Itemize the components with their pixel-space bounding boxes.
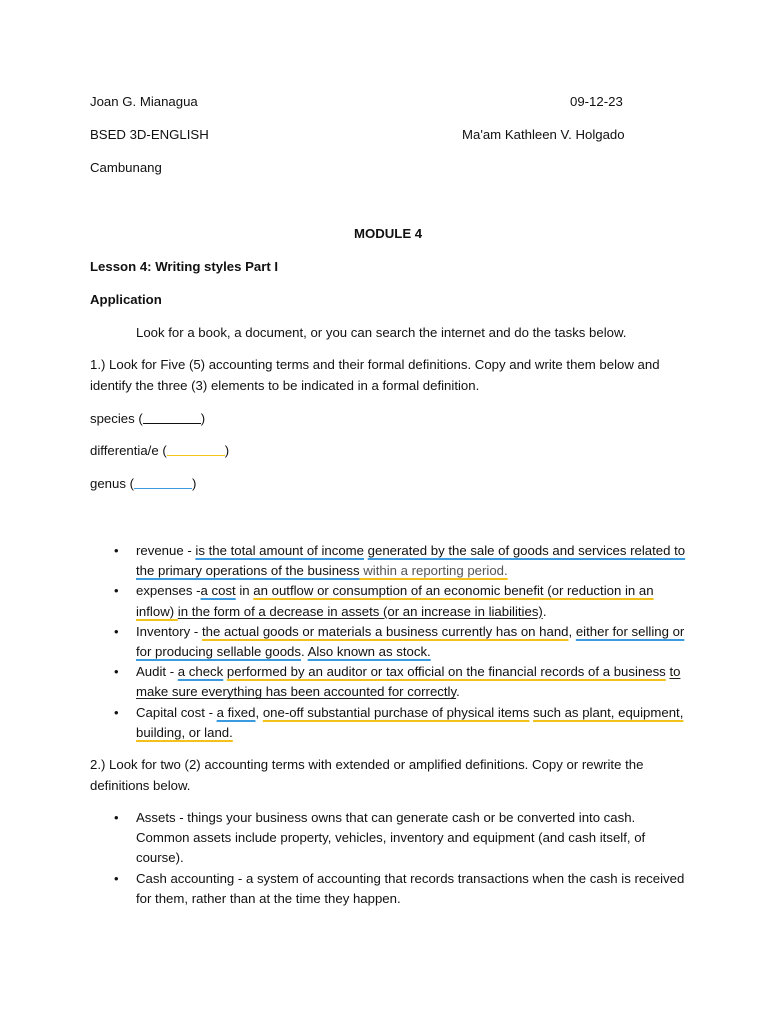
list-item: • revenue - is the total amount of income generated by the sale of goods and services related to the primary operations of the business within a reporting period. xyxy=(90,541,690,581)
instructions: Look for a book, a document, or you can search the internet and do the tasks below. xyxy=(136,325,627,340)
list-item: • Cash accounting - a system of accounting that records transactions when the cash is received for them, rather than at the time they happen. xyxy=(90,869,690,909)
list-item: • Capital cost - a fixed, one-off substantial purchase of physical items such as plant, equipment, building, or land. xyxy=(90,703,690,743)
formal-definitions-list xyxy=(90,541,690,743)
course: BSED 3D-ENGLISH xyxy=(90,127,209,142)
element-genus: genus ( ) xyxy=(90,476,197,491)
list-item: • Inventory - the actual goods or materials a business currently has on hand, either for selling or for producing sellable goods. Also known as stock. xyxy=(90,622,690,662)
section-title: Application xyxy=(90,292,162,307)
teacher-name: Ma'am Kathleen V. Holgado xyxy=(462,127,625,142)
list-item: • expenses -a cost in an outflow or consumption of an economic benefit (or reduction in an inflow) in the form of a decrease in assets (or an increase in liabilities). xyxy=(90,581,690,621)
element-species: species ( ) xyxy=(90,411,206,426)
task1-prompt: 1.) Look for Five (5) accounting terms and their formal definitions. Copy and write them below and identify the three (3) elements to be indicated in a formal definition. xyxy=(90,357,660,393)
module-title: MODULE 4 xyxy=(354,226,423,241)
student-name: Joan G. Mianagua xyxy=(90,94,198,109)
lesson-title: Lesson 4: Writing styles Part I xyxy=(90,259,279,274)
task2-prompt: 2.) Look for two (2) accounting terms with extended or amplified definitions. Copy or rewrite the definitions below. xyxy=(90,757,644,793)
list-item: • Audit - a check performed by an auditor or tax official on the financial records of a business to make sure everything has been accounted for correctly. xyxy=(90,662,690,702)
location: Cambunang xyxy=(90,160,162,175)
extended-definitions-list xyxy=(90,808,690,909)
list-item: • Assets - things your business owns that can generate cash or be converted into cash. Common assets include property, vehicles, inventory and equipment (and cash itself, of course). xyxy=(90,808,690,869)
element-differentia: differentia/e ( ) xyxy=(90,443,230,458)
date: 09-12-23 xyxy=(570,94,623,109)
